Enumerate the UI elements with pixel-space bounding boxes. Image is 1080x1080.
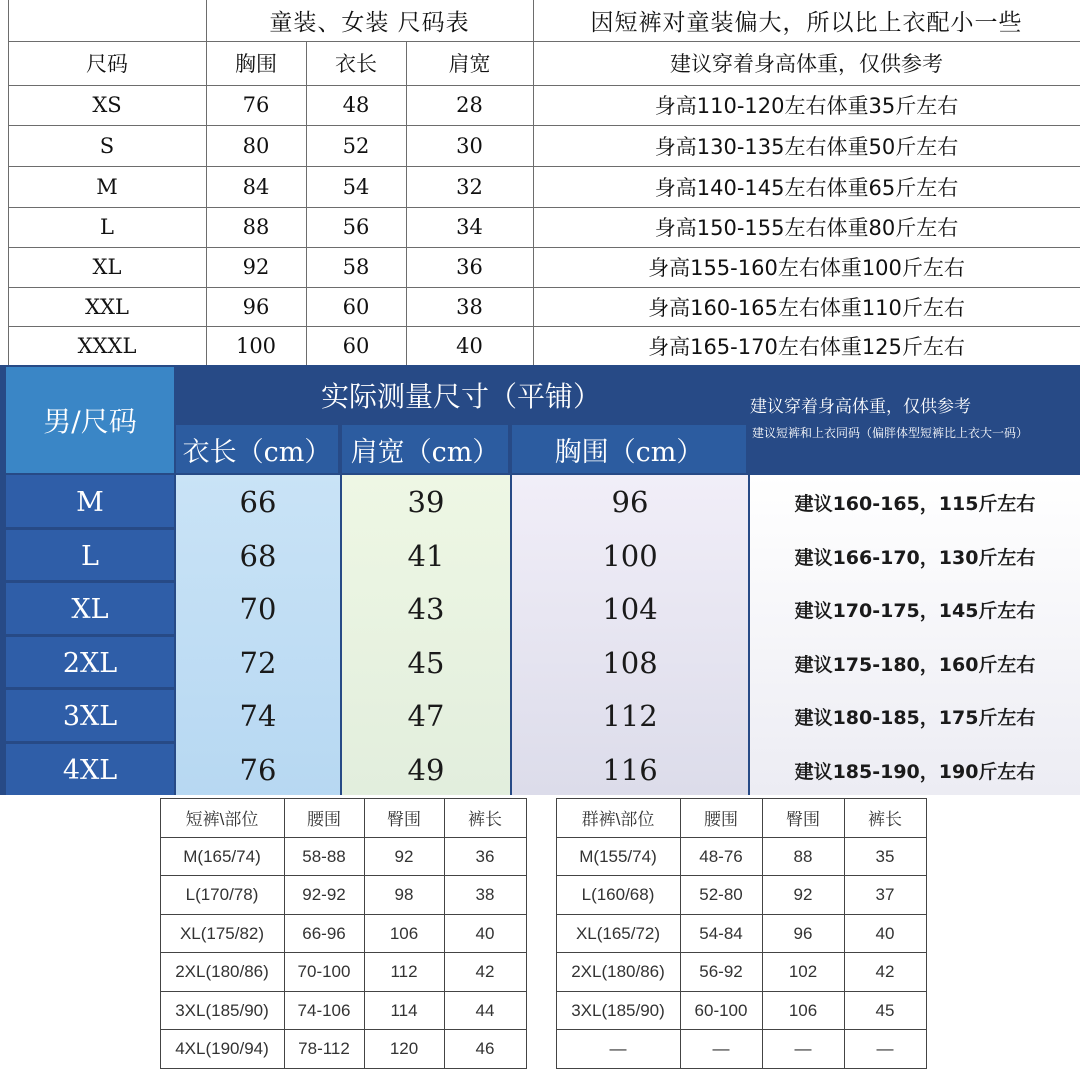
row-chest: 84: [242, 174, 270, 199]
men-row-chest: 112: [602, 699, 658, 733]
row-size: L: [100, 215, 114, 239]
table-cell: 42: [875, 961, 895, 981]
row-size: XS: [92, 93, 122, 117]
table-cell: 92: [394, 846, 414, 866]
table-cell: 48-76: [699, 846, 743, 866]
row-recommendation: 身高130-135左右体重50斤左右: [654, 134, 959, 159]
row-length: 56: [342, 215, 370, 239]
table-cell: 70-100: [297, 961, 351, 981]
men-row-length: 76: [239, 753, 277, 787]
grid-line: [926, 798, 927, 1069]
men-row-recommendation: 建议170-175，145斤左右: [794, 599, 1036, 622]
table-header-cell: 裤长: [868, 810, 902, 829]
table-cell: 40: [475, 923, 495, 943]
men-row-length: 66: [239, 485, 277, 519]
table-cell: 2XL(180/86): [571, 961, 665, 981]
table-cell: 45: [875, 1000, 895, 1020]
table-cell: 112: [390, 961, 418, 981]
header-chest: 胸围: [235, 52, 277, 76]
men-row-size: XL: [71, 593, 109, 625]
table-cell: 35: [875, 846, 895, 866]
row-length: 60: [342, 333, 370, 358]
header-recommendation: 建议穿着身高体重，仅供参考: [670, 52, 943, 76]
row-length: 58: [342, 255, 370, 279]
table-header-cell: 臀围: [387, 810, 421, 829]
row-chest: 88: [242, 215, 270, 239]
table-cell: 42: [475, 961, 495, 981]
row-recommendation: 身高150-155左右体重80斤左右: [654, 216, 959, 240]
recommend-note: 建议短裤和上衣同码（偏胖体型短裤比上衣大一码）: [752, 426, 1029, 440]
table-cell: 56-92: [699, 961, 743, 981]
table-cell: M(165/74): [183, 846, 261, 866]
row-size: S: [99, 133, 115, 158]
table-header-cell: 短裤\部位: [185, 810, 259, 829]
row-length: 52: [342, 133, 370, 158]
header-size: 尺码: [86, 52, 128, 76]
table-cell: 78-112: [298, 1038, 350, 1058]
table-cell: 54-84: [699, 923, 743, 943]
table-cell: —: [876, 1038, 894, 1058]
recommend-title: 建议穿着身高体重，仅供参考: [750, 396, 971, 417]
row-size: XXL: [85, 294, 129, 319]
men-row-length: 72: [239, 646, 277, 680]
table-cell: 106: [788, 1000, 818, 1020]
table-cell: XL(175/82): [179, 923, 265, 943]
row-size: XL: [92, 255, 122, 279]
table-cell: 60-100: [694, 1000, 748, 1020]
table-header-cell: 腰围: [704, 810, 738, 829]
table-header-cell: 腰围: [307, 810, 341, 829]
table-cell: 66-96: [302, 923, 346, 943]
row-shoulder: 30: [456, 133, 483, 158]
men-row-chest: 104: [602, 592, 658, 626]
table-cell: 46: [475, 1038, 495, 1058]
men-row-shoulder: 49: [407, 753, 445, 787]
row-shoulder: 32: [456, 174, 483, 199]
table-cell: 40: [875, 923, 895, 943]
table-cell: 37: [875, 884, 895, 904]
row-length: 48: [342, 93, 370, 117]
men-row-chest: 96: [611, 485, 649, 519]
men-row-shoulder: 43: [407, 592, 445, 626]
men-row-recommendation: 建议175-180，160斤左右: [794, 653, 1036, 676]
men-row-chest: 100: [602, 539, 658, 573]
table-cell: L(160/68): [581, 884, 655, 904]
table-cell: 102: [788, 961, 818, 981]
table-cell: 88: [793, 846, 813, 866]
table-cell: 92-92: [302, 884, 346, 904]
col-header-length: 衣长（cm）: [182, 436, 332, 468]
men-row-recommendation: 建议160-165，115斤左右: [794, 492, 1036, 515]
men-row-length: 74: [239, 699, 277, 733]
table-cell: 58-88: [302, 846, 346, 866]
row-shoulder: 38: [456, 294, 483, 319]
row-chest: 92: [242, 255, 270, 279]
men-row-chest: 108: [602, 646, 658, 680]
table-cell: 44: [475, 1000, 495, 1020]
row-recommendation: 身高140-145左右体重65斤左右: [654, 175, 959, 200]
row-recommendation: 身高110-120左右体重35斤左右: [654, 94, 959, 118]
men-row-recommendation: 建议185-190，190斤左右: [794, 760, 1036, 783]
men-row-size: 2XL: [62, 647, 118, 679]
men-row-size: 3XL: [62, 700, 118, 732]
size-table-note: 因短裤对童装偏大，所以比上衣配小一些: [590, 10, 1023, 36]
row-size: M: [96, 174, 118, 199]
men-row-recommendation: 建议180-185，175斤左右: [794, 706, 1036, 729]
table-cell: 96: [793, 923, 813, 943]
skirt-pants-size-table: [556, 798, 926, 1068]
row-chest: 76: [242, 93, 270, 117]
table-cell: 98: [394, 884, 414, 904]
table-cell: —: [794, 1038, 812, 1058]
grid-line: [526, 798, 527, 1069]
row-shoulder: 36: [456, 255, 483, 279]
men-size-header: 男/尺码: [43, 405, 137, 438]
men-row-chest: 116: [602, 753, 658, 787]
table-header-cell: 臀围: [786, 810, 820, 829]
row-chest: 100: [235, 333, 277, 358]
measure-title: 实际测量尺寸（平铺）: [320, 380, 601, 413]
men-row-size: L: [81, 540, 99, 572]
men-row-recommendation: 建议166-170，130斤左右: [794, 546, 1036, 569]
row-length: 54: [342, 174, 370, 199]
table-cell: 52-80: [699, 884, 743, 904]
table-cell: —: [609, 1038, 627, 1058]
men-row-shoulder: 45: [407, 646, 445, 680]
row-chest: 96: [242, 294, 270, 319]
table-cell: —: [712, 1038, 730, 1058]
row-chest: 80: [242, 133, 270, 158]
grid-line: [160, 1068, 526, 1069]
row-recommendation: 身高155-160左右体重100斤左右: [648, 256, 965, 280]
table-cell: 92: [793, 884, 813, 904]
header-length: 衣长: [335, 52, 377, 76]
table-cell: L(170/78): [185, 884, 259, 904]
table-cell: XL(165/72): [575, 923, 661, 943]
men-row-length: 70: [239, 592, 277, 626]
kids-women-size-table: [0, 0, 1080, 365]
table-cell: 36: [475, 846, 495, 866]
men-row-shoulder: 39: [407, 485, 445, 519]
table-cell: 4XL(190/94): [175, 1038, 269, 1058]
table-header-cell: 裤长: [468, 810, 502, 829]
row-shoulder: 28: [456, 93, 483, 117]
row-recommendation: 身高165-170左右体重125斤左右: [648, 334, 965, 359]
size-table-title: 童装、女装 尺码表: [269, 10, 470, 36]
table-cell: 38: [475, 884, 495, 904]
men-row-size: M: [76, 486, 104, 518]
table-header-cell: 群裤\部位: [581, 810, 655, 829]
row-shoulder: 40: [456, 333, 483, 358]
men-size-table: [0, 365, 1080, 795]
header-shoulder: 肩宽: [448, 52, 491, 76]
table-cell: 106: [389, 923, 419, 943]
men-row-length: 68: [239, 539, 277, 573]
col-header-chest: 胸围（cm）: [554, 436, 704, 468]
men-row-shoulder: 41: [407, 539, 445, 573]
table-cell: 3XL(185/90): [571, 1000, 665, 1020]
shorts-size-table: [160, 798, 526, 1068]
table-cell: 120: [389, 1038, 419, 1058]
table-cell: M(155/74): [579, 846, 657, 866]
table-cell: 114: [390, 1000, 418, 1020]
men-row-size: 4XL: [62, 754, 118, 786]
row-shoulder: 34: [456, 215, 483, 239]
table-cell: 3XL(185/90): [175, 1000, 269, 1020]
men-row-shoulder: 47: [407, 699, 445, 733]
row-recommendation: 身高160-165左右体重110斤左右: [648, 295, 965, 320]
col-header-shoulder: 肩宽（cm）: [350, 436, 500, 468]
table-cell: 74-106: [297, 1000, 351, 1020]
row-length: 60: [342, 294, 370, 319]
table-cell: 2XL(180/86): [175, 961, 269, 981]
row-size: XXXL: [77, 333, 137, 358]
grid-line: [556, 1068, 926, 1069]
